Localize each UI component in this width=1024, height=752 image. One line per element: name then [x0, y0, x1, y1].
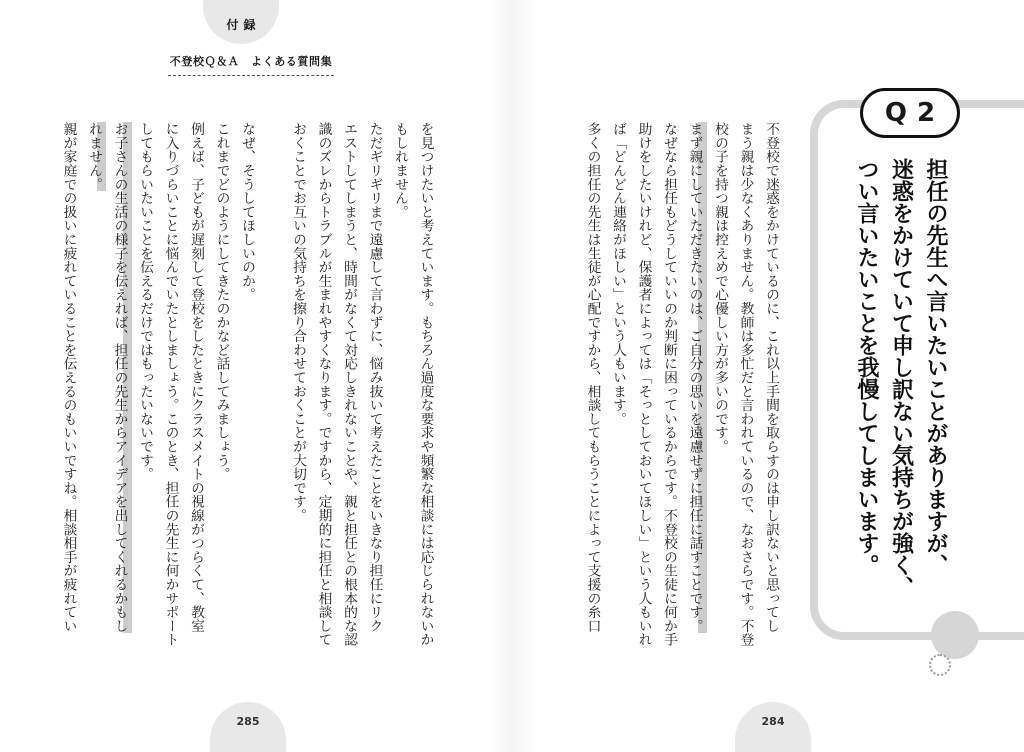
decorative-circle [931, 611, 979, 659]
text-column [310, 122, 336, 652]
text-column [656, 122, 682, 652]
text-column [55, 122, 81, 652]
page-number: 284 [761, 715, 785, 728]
text-column [630, 122, 656, 652]
text-column [681, 122, 707, 652]
text-column [132, 122, 158, 652]
column-text: を見つけたいと考えています。もちろん過度な要求や頻繁な相談には応じられないか [417, 122, 434, 647]
column-text: 校の子を持つ親は控えめで心優しい方が多いのです。 [712, 122, 728, 454]
right-page [512, 0, 1024, 752]
column-text: 不登校で迷惑をかけているのに、これ以上手間を取らすのは申し訳ないと思ってし [763, 122, 779, 633]
question-heading-line: 担任の先生へ言いたいことがありますが、 [923, 158, 948, 576]
running-title-rule [168, 75, 334, 76]
text-column [183, 122, 209, 652]
column-text: 助けをしたいけれど、保護者によっては「そっとしておいてほしい」という人もいれ [635, 122, 652, 647]
page-number: 285 [236, 715, 260, 728]
text-column [707, 122, 733, 652]
column-text: に入りづらいことに悩んでいたとしましょう。このとき、担任の先生に何かサポート [162, 122, 179, 647]
question-badge: Q2 [860, 88, 960, 138]
section-tab-label: 付録 [226, 18, 261, 32]
running-title: 不登校Ｑ＆Ａ よくある質問集 [169, 55, 333, 68]
page-number-tab [210, 702, 286, 752]
column-text: ただギリギリまで遠慮して言わずに、悩み抜いて考えたことをいきなり担任にリク [366, 122, 383, 633]
text-column [732, 122, 758, 652]
question-heading-line: 迷惑をかけていて申し訳ない気持ちが強く、 [888, 158, 914, 598]
column-text: 多くの担任の先生は生徒が心配ですから、相談してもらうことによって支援の糸口 [584, 122, 601, 633]
column-text: なぜ、そうしてほしいのか。 [239, 122, 255, 302]
text-column [605, 122, 631, 652]
column-text: ば「どんどん連絡がほしい」という人もいます。 [610, 122, 626, 426]
column-text: もしれません。 [392, 122, 408, 219]
text-column [81, 122, 107, 652]
page-number-tab [735, 702, 811, 752]
text-column [579, 122, 605, 652]
text-column [412, 122, 438, 652]
right-body-text [579, 122, 783, 652]
text-column [106, 122, 132, 652]
column-text: なぜなら担任もどうしていいのか判断に困っているからです。不登校の生徒に何か手 [661, 122, 677, 647]
text-column [336, 122, 362, 652]
column-text: してもらいたいことを伝えるだけではもったいないです。 [137, 122, 153, 481]
text-column [234, 122, 260, 652]
left-body-text [55, 122, 438, 652]
column-text: 例えば、子どもが遅刻して登校をしたときにクラスメイトの視線がつらくて、教室 [188, 122, 204, 633]
text-column [285, 122, 311, 652]
text-column [758, 122, 784, 652]
column-text: これまでどのようにしてきたのかなど話してみましょう。 [213, 122, 230, 481]
text-column [208, 122, 234, 652]
column-text: 親が家庭での扱いに疲れていることを伝えるのもいいですね。相談相手が疲れてい [60, 122, 77, 633]
column-text: エストしてしまうと、時間がなくて対応しきれないことや、親と担任との根本的な認 [341, 122, 357, 647]
highlighted-text: お子さんの生活の様子を伝えれば、担任の先生からアイデアを出してくれるかもし [112, 122, 132, 633]
column-text: まう親は少なくありません。教師は多忙だと言われているので、なおさらです。不登 [737, 122, 754, 647]
column-text: 識のズレからトラブルが生まれやすくなります。ですから、定期的に担任と相談して [315, 122, 332, 647]
text-column [361, 122, 387, 652]
column-text: おくことでお互いの気持ちを擦り合わせておくことが大切です。 [290, 122, 306, 523]
question-heading [849, 158, 953, 618]
text-column [157, 122, 183, 652]
section-tab [203, 0, 279, 44]
blank-column [259, 122, 285, 652]
decorative-dotted-circle [929, 654, 951, 676]
highlighted-text: まず親にしていただきたいのは、ご自分の思いを遠慮せずに担任に話すことです。 [687, 122, 707, 633]
question-heading-line: つい言いたいことを我慢してしまいます。 [854, 158, 879, 576]
highlighted-text: れません。 [86, 122, 106, 191]
text-column [387, 122, 413, 652]
